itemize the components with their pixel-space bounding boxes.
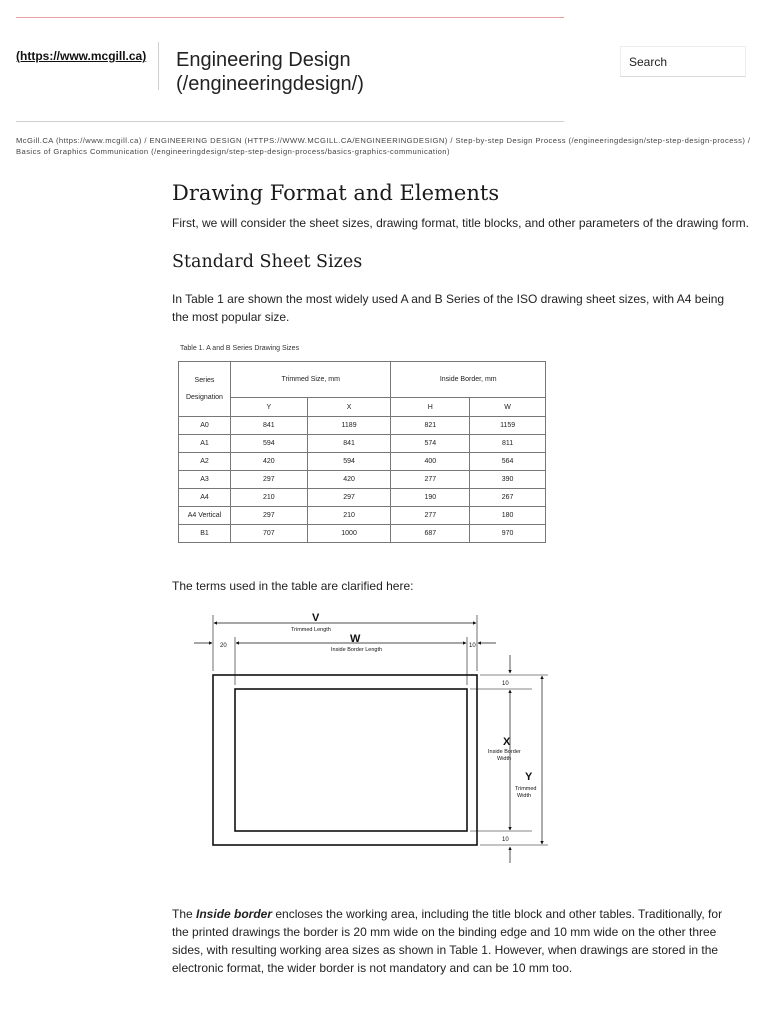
series-header-cell [179,362,231,417]
subheader-x: X [307,398,391,417]
subheader-y: Y [230,398,307,417]
intro-paragraph: First, we will consider the sheet sizes, drawing format, title blocks, and other parameters of the drawing form. [172,216,749,230]
article-header [172,178,752,208]
subheader-h: H [391,398,470,417]
table-cell: 180 [470,507,546,525]
w-label: W [350,633,361,645]
search-button[interactable]: Search [620,46,746,77]
right-margin-label: 10 [469,643,476,649]
header-divider [158,42,159,90]
table-cell: 1189 [307,417,391,435]
table-cell: 420 [230,453,307,471]
site-title-line1: Engineering Design [176,49,351,71]
table-cell: 594 [307,453,391,471]
table-cell: 970 [470,525,546,543]
table-cell: A3 [179,471,231,489]
section-heading-wrap [172,250,362,274]
table-cell: 297 [230,507,307,525]
table-cell: 687 [391,525,470,543]
series-header-line1: Series [194,377,215,384]
table-cell: 1159 [470,417,546,435]
x-caption-line1: Inside Border [488,749,521,755]
table-cell: B1 [179,525,231,543]
header-accent-rule [16,17,564,18]
table-cell: 277 [391,471,470,489]
breadcrumb-text[interactable]: McGill.CA (https://www.mcgill.ca) / ENGINEERING DESIGN (HTTPS://WWW.MCGILL.CA/ENGINEERINGDESIGN) / Step-by-step Design Process (/engineeringdesign/step-step-design-process) / Basics of Graphics Communication (/engineeringdesign/step-step-design-process/basics-graphics-communication) [16,136,751,156]
table-cell: 564 [470,453,546,471]
table-row [179,525,546,543]
table-cell: 574 [391,435,470,453]
table-row [179,489,546,507]
table-row [179,453,546,471]
table-header-row [179,362,546,398]
trimmed-sheet-outline [213,675,477,845]
table-subheader-row [179,398,546,417]
table-cell: 707 [230,525,307,543]
table-cell: 841 [230,417,307,435]
inside-border-paragraph [172,905,742,977]
mcgill-home-link[interactable]: (https://www.mcgill.ca) [16,49,147,63]
inside-border-outline [235,689,467,831]
border-paragraph-prefix: The [172,907,197,921]
header-divider-rule [16,121,564,122]
table-cell: 811 [470,435,546,453]
table-row [179,435,546,453]
y-label: Y [525,771,533,783]
table-cell: 400 [391,453,470,471]
table-cell: 297 [307,489,391,507]
table-row [179,507,546,525]
inside-border-term: Inside border [196,907,273,921]
v-caption: Trimmed Length [291,627,331,633]
subheader-w: W [470,398,546,417]
table-cell: 297 [230,471,307,489]
sheet-format-diagram [180,605,554,885]
table-cell: A1 [179,435,231,453]
x-caption-line2: Width [497,756,512,762]
table-cell: A4 [179,489,231,507]
top-margin-label: 10 [502,681,509,687]
table-cell: 390 [470,471,546,489]
table-cell: 210 [307,507,391,525]
table-caption: Table 1. A and B Series Drawing Sizes [180,345,300,352]
table-cell: A4 Vertical [179,507,231,525]
bottom-margin-label: 10 [502,837,509,843]
table-cell: 277 [391,507,470,525]
left-margin-label: 20 [220,643,227,649]
table-cell: 821 [391,417,470,435]
table-cell: 210 [230,489,307,507]
inside-border-header: Inside Border, mm [391,362,546,398]
series-paragraph: In Table 1 are shown the most widely used A and B Series of the ISO drawing sheet sizes, with A4 being the most popular size. [172,292,725,324]
table-row [179,471,546,489]
table-row [179,417,546,435]
table-cell: A0 [179,417,231,435]
site-title-link[interactable] [176,48,364,96]
table-cell: 190 [391,489,470,507]
section-heading: Standard Sheet Sizes [172,252,363,272]
table-cell: 267 [470,489,546,507]
series-header-line2: Designation [185,394,223,401]
y-caption-line1: Trimmed [515,786,537,792]
table-cell: 841 [307,435,391,453]
table-cell: 594 [230,435,307,453]
sheet-sizes-table [178,361,546,543]
page-title: Drawing Format and Elements [172,181,500,205]
terms-paragraph: The terms used in the table are clarified here: [172,579,414,593]
site-title-line2: (/engineeringdesign/) [176,73,364,95]
table-cell: 420 [307,471,391,489]
v-label: V [312,612,320,624]
trimmed-size-header: Trimmed Size, mm [230,362,391,398]
x-label: X [503,736,511,748]
y-caption-line2: Width [517,793,532,799]
w-caption: Inside Border Length [331,647,383,653]
border-paragraph-rest: encloses the working area, including the title block and other tables. Traditionally, for the printed drawings the border is 20 mm wide on the binding edge and 10 mm wide on the other three sides, with resulting working area sizes as shown in Table 1. However, when drawings are stored in the electronic format, the wider border is not mandatory and can be 10 mm too. [172,907,723,975]
table-cell: A2 [179,453,231,471]
breadcrumb[interactable] [16,135,752,157]
table-cell: 1000 [307,525,391,543]
